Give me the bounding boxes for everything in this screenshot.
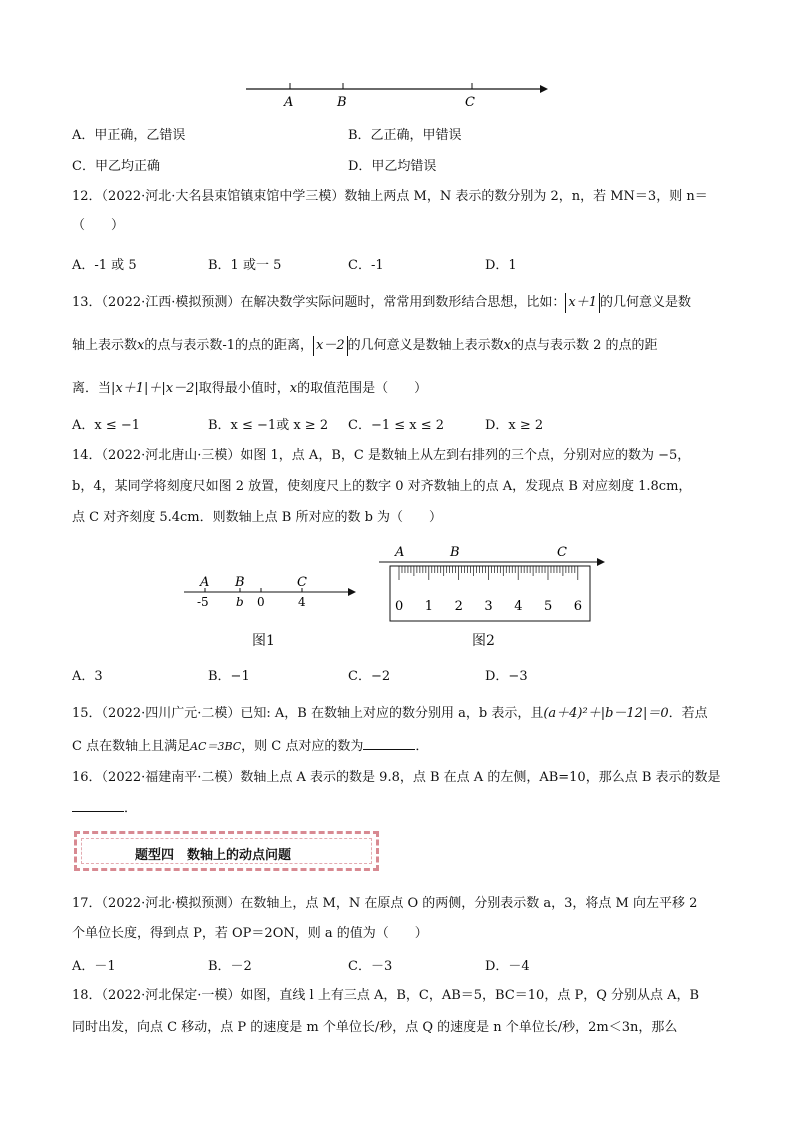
fig1-point-a: A <box>200 575 210 590</box>
figure-2-caption: 图2 <box>472 633 495 649</box>
q13-stem-line3: 离．当|x＋1|＋|x－2|取得最小值时，x的取值范围是（ ） <box>72 381 428 396</box>
q15-condition: AC＝3BC <box>190 740 242 753</box>
q13-stem-line1: 13．（2022·江西·模拟预测）在解决数学实际问题时，常常用到数形结合思想，比如： x＋1 的几何意义是数 <box>72 293 724 313</box>
q18-stem-line2: 同时出发，向点 C 移动，点 P 的速度是 m 个单位长/秒，点 Q 的速度是 n 个单位长/秒，2m＜3n，那么 <box>72 1020 678 1035</box>
q13-abs-expr-2: x－2 <box>313 336 348 356</box>
q11-option-a: A．甲正确，乙错误 <box>72 128 186 143</box>
q17-option-a: A．－1 <box>72 959 116 974</box>
fig1-num-neg5: -5 <box>197 595 209 609</box>
q14-stem-line1: 14．（2022·河北唐山·三模）如图 1，点 A，B，C 是数轴上从左到右排列的三个点，分别对应的数为 −5， <box>72 448 691 463</box>
ruler-number: 4 <box>514 599 523 614</box>
fig2-point-a: A <box>395 545 405 560</box>
q12-stem-line2: （ ） <box>72 218 125 233</box>
q15-answer-blank <box>363 737 415 750</box>
q13-option-d: D．x ≥ 2 <box>485 418 544 433</box>
q12-option-c: C．-1 <box>348 258 384 273</box>
q12-option-b: B．1 或一 5 <box>208 258 282 273</box>
q16-stem-line1: 16．（2022·福建南平·二模）数轴上点 A 表示的数是 9.8，点 B 在点 A 的左侧，AB=10，那么点 B 表示的数是 <box>72 770 721 785</box>
fig2-point-b: B <box>450 545 460 560</box>
ruler-number: 6 <box>573 599 583 614</box>
axis-label-c: C <box>465 95 475 110</box>
q13-sum-expr: |x＋1|＋|x－2| <box>111 381 199 396</box>
q15-equation: (a＋4)²＋|b－12|＝0 <box>543 706 669 721</box>
q18-stem-line1: 18．（2022·河北保定·一模）如图，直线 l 上有三点 A，B，C，AB＝5，BC＝10，点 P，Q 分别从点 A，B <box>72 988 700 1003</box>
q11-option-b: B．乙正确，甲错误 <box>348 128 462 143</box>
ruler-number: 5 <box>544 599 553 614</box>
q13-abs-expr-1: x＋1 <box>565 293 600 313</box>
fig1-num-4: 4 <box>298 595 306 609</box>
q13-option-c: C．−1 ≤ x ≤ 2 <box>348 418 445 433</box>
section-title: 题型四 数轴上的动点问题 <box>135 848 292 863</box>
q17-option-b: B．－2 <box>208 959 252 974</box>
q17-option-d: D．－4 <box>485 959 530 974</box>
q12-stem-line1: 12．（2022·河北·大名县束馆镇束馆中学三模）数轴上两点 M，N 表示的数分别为 2，n，若 MN＝3，则 n＝ <box>72 189 708 204</box>
q13-stem-line2: 轴上表示数x的点与表示数-1的点的距离， x－2 的几何意义是数轴上表示数x的点与表示数 2 的点的距 <box>72 336 724 356</box>
q14-option-c: C．−2 <box>348 669 391 684</box>
fig1-num-0: 0 <box>257 595 265 609</box>
q14-stem-line3: 点 C 对齐刻度 5.4cm．则数轴上点 B 所对应的数 b 为（ ） <box>72 510 443 525</box>
fig1-num-b: b <box>236 595 244 609</box>
q16-stem-line2: ． <box>72 799 724 819</box>
figure-2-ruler <box>375 542 615 624</box>
section-banner <box>74 831 379 871</box>
ruler-number: 0 <box>395 599 404 614</box>
fig2-point-c: C <box>557 545 567 560</box>
q17-stem-line1: 17．（2022·河北·模拟预测）在数轴上，点 M，N 在原点 O 的两侧，分别表示数 a，3，将点 M 向左平移 2 <box>72 896 698 911</box>
q17-option-c: C．－3 <box>348 959 393 974</box>
q12-option-a: A．-1 或 5 <box>72 258 137 273</box>
q14-option-a: A．3 <box>72 669 103 684</box>
q14-option-d: D．−3 <box>485 669 528 684</box>
fig1-point-c: C <box>297 575 307 590</box>
q13-option-a: A．x ≤ −1 <box>72 418 141 433</box>
q17-stem-line2: 个单位长度，得到点 P，若 OP＝2ON，则 a 的值为（ ） <box>72 926 428 941</box>
figure-1-number-line <box>180 572 360 614</box>
q15-stem-line2: C 点在数轴上且满足AC＝3BC，则 C 点对应的数为 ． <box>72 739 429 754</box>
figure-1-caption: 图1 <box>252 633 275 649</box>
axis-label-b: B <box>337 95 347 110</box>
fig1-point-b: B <box>235 575 245 590</box>
axis-label-a: A <box>284 95 294 110</box>
q12-option-d: D．1 <box>485 258 517 273</box>
q14-stem-line2: b，4，某同学将刻度尺如图 2 放置，使刻度尺上的数字 0 对齐数轴上的点 A，发现点 B 对应刻度 1.8cm， <box>72 479 692 494</box>
q16-answer-blank <box>72 799 124 812</box>
ruler-number: 1 <box>424 599 434 614</box>
q14-option-b: B．−1 <box>208 669 250 684</box>
q11-option-d: D．甲乙均错误 <box>348 159 437 174</box>
q15-stem-line1: 15．（2022·四川广元·二模）已知: A，B 在数轴上对应的数分别用 a，b 表示，且(a＋4)²＋|b－12|＝0．若点 <box>72 706 708 721</box>
ruler-number: 3 <box>484 599 493 614</box>
q13-option-b: B．x ≤ −1或 x ≥ 2 <box>208 418 329 433</box>
q11-option-c: C．甲乙均正确 <box>72 159 160 174</box>
ruler-number: 2 <box>454 599 463 614</box>
top-number-line <box>240 78 560 112</box>
